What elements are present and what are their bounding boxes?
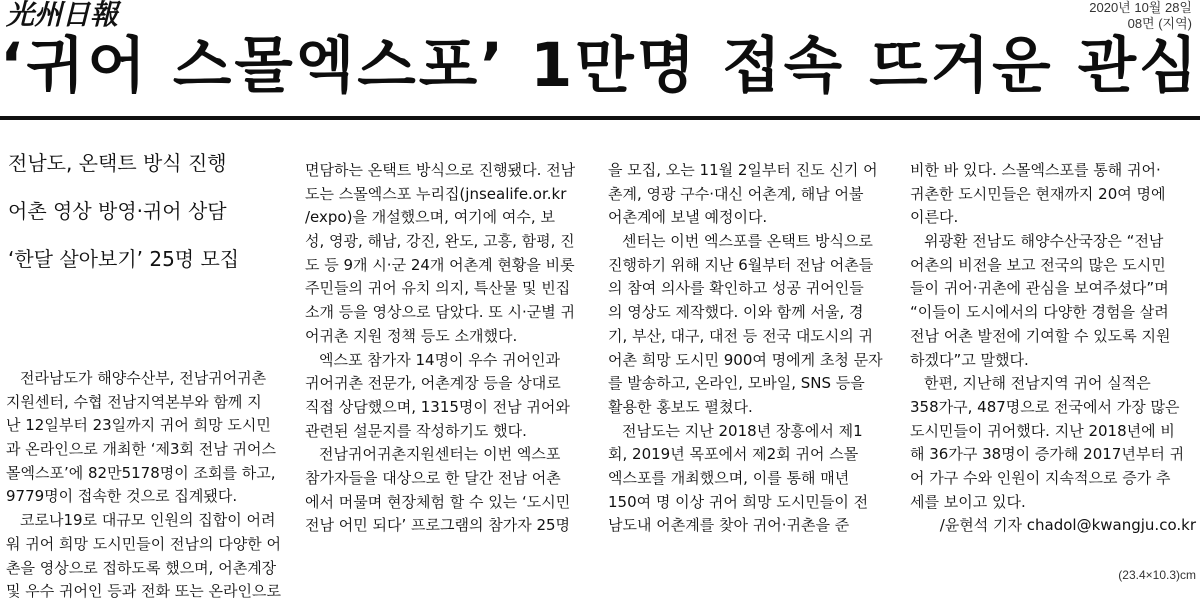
column-line: 어촌계에 보낼 예정이다.	[608, 208, 768, 227]
column-line: 코로나19로 대규모 인원의 집합이 어려	[20, 511, 276, 530]
column-line: 활용한 홍보도 펼쳤다.	[608, 397, 753, 416]
column-line: 참가자들을 대상으로 한 달간 전남 어촌	[305, 468, 561, 487]
column-line: 센터는 이번 엑스포를 온택트 방식으로	[622, 232, 873, 251]
column-line: 하겠다”고 말했다.	[910, 350, 1029, 369]
column-line: 의 영상도 제작했다. 이와 함께 서울, 경	[608, 303, 864, 322]
column-line: 에서 머물며 현장체험 할 수 있는 ‘도시민	[305, 492, 571, 511]
article-headline: ‘귀어 스몰엑스포’ 1만명 접속 뜨거운 관심	[0, 31, 1200, 101]
column-line: 남도내 어촌계를 찾아 귀어·귀촌을 준	[608, 516, 850, 535]
article-column-2	[305, 159, 591, 538]
headline-rule	[0, 116, 1200, 120]
issue-page: 08면 (지역)	[1127, 16, 1192, 31]
column-line: 비한 바 있다. 스몰엑스포를 통해 귀어·	[910, 161, 1161, 179]
subheadline-2: 어촌 영상 방영·귀어 상담	[8, 199, 227, 223]
column-line: 전남도는 지난 2018년 장흥에서 제1	[622, 421, 863, 440]
column-line: 주민들의 귀어 유치 의지, 특산물 및 빈집	[305, 279, 571, 298]
column-line: 회, 2019년 목포에서 제2회 귀어 스몰	[608, 445, 859, 464]
column-line: 전남 어민 되다’ 프로그램의 참가자 25명	[305, 516, 571, 535]
column-line: 기, 부산, 대구, 대전 등 전국 대도시의 귀	[608, 326, 874, 345]
article-column-3	[608, 159, 894, 538]
column-line: 를 발송하고, 온라인, 모바일, SNS 등을	[608, 374, 865, 393]
column-line: 들이 귀어·귀촌에 관심을 보여주셨다”며	[910, 279, 1169, 298]
column-line: 전라남도가 해양수산부, 전남귀어귀촌	[20, 369, 267, 387]
column-line: 이른다.	[910, 208, 959, 227]
column-line: 9779명이 접속한 것으로 집계됐다.	[6, 487, 238, 506]
subheadline-block	[8, 150, 278, 294]
column-line: 전남 어촌 발전에 기여할 수 있도록 지원	[910, 326, 1171, 345]
column-line: 몰엑스포’에 82만5178명이 조회를 하고,	[6, 463, 276, 482]
column-line: 어 가구 수와 인원이 지속적으로 증가 추	[910, 468, 1171, 487]
article-size-note: (23.4×10.3)cm	[1118, 568, 1196, 582]
column-line: 을 모집, 오는 11월 2일부터 진도 신기 어	[608, 161, 878, 179]
column-line: 해 36가구 38명이 증가해 2017년부터 귀	[910, 445, 1185, 464]
column-line: /expo)을 개설했으며, 여기에 여수, 보	[305, 208, 555, 227]
column-line: 면담하는 온택트 방식으로 진행됐다. 전남	[305, 161, 576, 179]
column-line: 358가구, 487명으로 전국에서 가장 많은	[910, 397, 1180, 416]
column-line: 엑스포를 개최했으며, 이를 통해 매년	[608, 468, 850, 487]
article-column-1	[6, 367, 292, 604]
column-line: 의 참여 의사를 확인하고 성공 귀어인들	[608, 279, 864, 298]
column-line: 지원센터, 수협 전남지역본부와 함께 지	[6, 392, 262, 411]
column-line: 귀어귀촌 전문가, 어촌계장 등을 상대로	[305, 374, 561, 393]
column-line: 귀촌한 도시민들은 현재까지 20여 명에	[910, 184, 1166, 203]
column-line: 및 우수 귀어인 등과 전화 또는 온라인으로	[6, 582, 281, 601]
column-line: 소개 등을 영상으로 담았다. 또 시·군별 귀	[305, 303, 575, 322]
column-line: 전남귀어귀촌지원센터는 이번 엑스포	[319, 445, 561, 464]
newspaper-masthead: 光州日報	[6, 0, 119, 31]
column-line: 도 등 9개 시·군 24개 어촌계 현황을 비롯	[305, 255, 575, 274]
column-line: 위광환 전남도 해양수산국장은 “전남	[924, 232, 1164, 251]
column-line: 엑스포 참가자 14명이 우수 귀어인과	[319, 350, 561, 369]
column-line: 성, 영광, 해남, 강진, 완도, 고흥, 함평, 진	[305, 232, 575, 251]
byline: /윤현석 기자 chadol@kwangju.co.kr	[939, 516, 1196, 535]
column-line: 150여 명 이상 귀어 희망 도시민들이 전	[608, 492, 869, 511]
subheadline-3: ‘한달 살아보기’ 25명 모집	[8, 247, 240, 271]
column-line: 난 12일부터 23일까지 귀어 희망 도시민	[6, 416, 271, 435]
column-line: 도는 스몰엑스포 누리집(jnsealife.or.kr	[305, 184, 567, 203]
column-line: 관련된 설문지를 작성하기도 했다.	[305, 421, 527, 440]
column-line: 촌을 영상으로 접하도록 했으며, 어촌계장	[6, 558, 277, 577]
column-line: 어촌의 비전을 보고 전국의 많은 도시민	[910, 255, 1166, 274]
column-line: 과 온라인으로 개최한 ‘제3회 전남 귀어스	[6, 440, 276, 459]
column-line: 도시민들이 귀어했다. 지난 2018년에 비	[910, 421, 1175, 440]
issue-date: 2020년 10월 28일	[1089, 0, 1192, 15]
column-line: 세를 보이고 있다.	[910, 492, 1026, 511]
subheadline-1: 전남도, 온택트 방식 진행	[8, 151, 227, 175]
column-line: 어귀촌 지원 정책 등도 소개했다.	[305, 326, 518, 345]
column-line: “이들이 도시에서의 다양한 경험을 살려	[910, 303, 1169, 322]
column-line: 한편, 지난해 전남지역 귀어 실적은	[924, 374, 1151, 393]
article-column-4	[910, 159, 1196, 538]
column-line: 워 귀어 희망 도시민들이 전남의 다양한 어	[6, 534, 281, 553]
column-line: 어촌 희망 도시민 900여 명에게 초청 문자	[608, 350, 883, 369]
column-line: 직접 상담했으며, 1315명이 전남 귀어와	[305, 397, 570, 416]
column-line: 촌계, 영광 구수·대신 어촌계, 해남 어불	[608, 184, 864, 203]
column-line: 진행하기 위해 지난 6월부터 전남 어촌들	[608, 255, 874, 274]
